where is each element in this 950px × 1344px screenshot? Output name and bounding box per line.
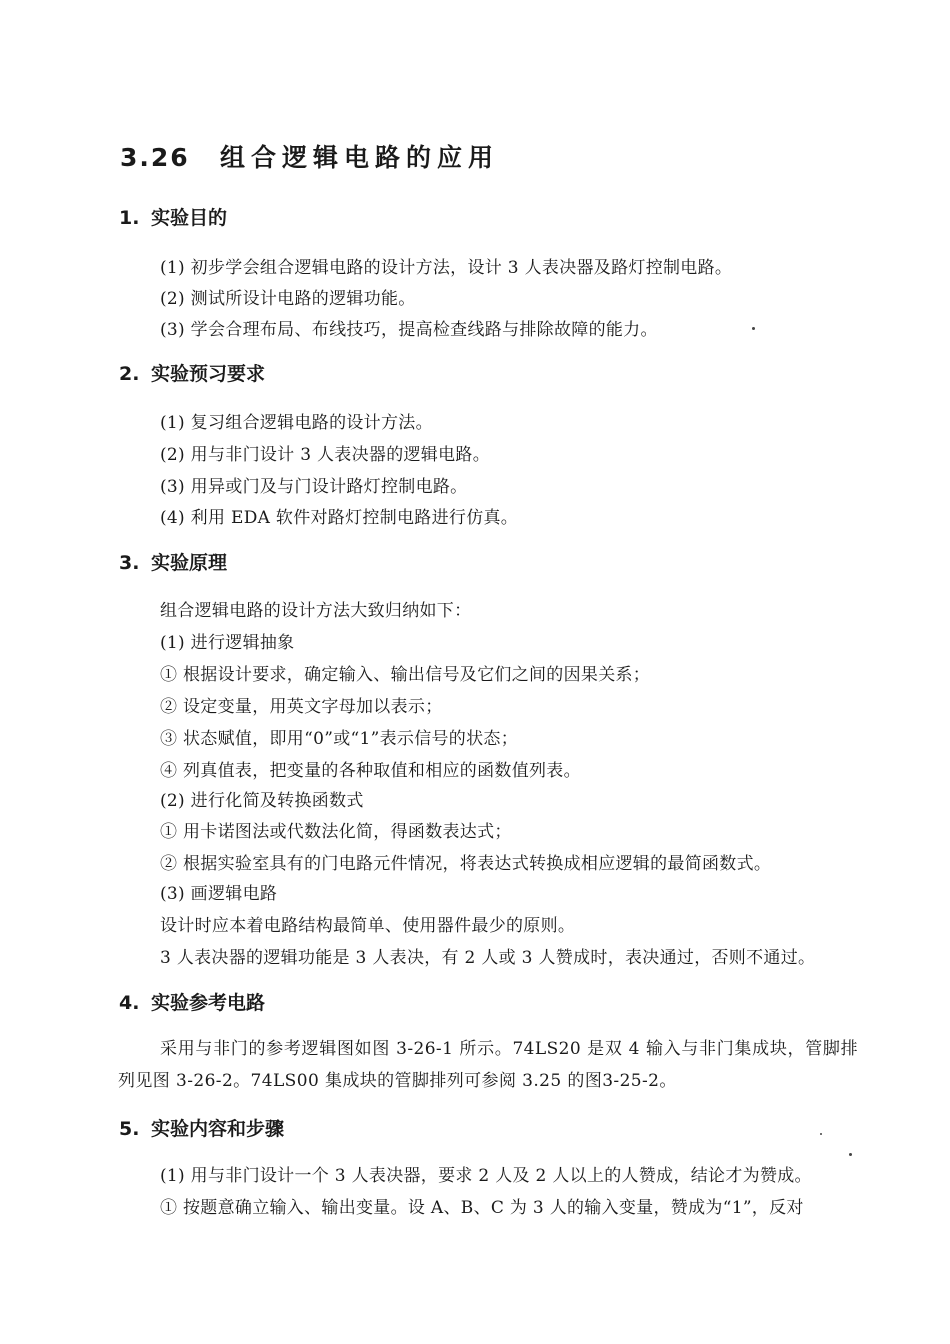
heading-preview-requirements: 2. 实验预习要求 (119, 363, 266, 385)
paragraph: 采用与非门的参考逻辑图如图 3-26-1 所示。74LS20 是双 4 输入与非门集成块，管脚排列见图 3-26-2。74LS00 集成块的管脚排列可参阅 3.25 的图3-25-2。 (118, 1039, 858, 1091)
text-line: 组合逻辑电路的设计方法大致归纳如下： (160, 601, 472, 621)
page-title (120, 138, 499, 174)
section-number: 3.26 (120, 143, 190, 172)
text-line: ② 设定变量，用英文字母加以表示； (160, 697, 443, 717)
scan-speck (849, 1153, 852, 1156)
text-line: ① 按题意确立输入、输出变量。设 A、B、C 为 3 人的输入变量，赞成为“1”，反对 (160, 1198, 804, 1218)
text-line: ③ 状态赋值，即用“0”或“1”表示信号的状态； (160, 729, 518, 749)
text-line: ① 用卡诺图法或代数法化简，得函数表达式； (160, 822, 512, 842)
text-line: 3 人表决器的逻辑功能是 3 人表决，有 2 人或 3 人赞成时，表决通过，否则不通过。 (160, 948, 816, 968)
text-line: (2) 进行化简及转换函数式 (160, 791, 364, 811)
heading-experiment-purpose: 1. 实验目的 (119, 207, 228, 229)
text-line: (1) 用与非门设计一个 3 人表决器，要求 2 人及 2 人以上的人赞成，结论才为赞成。 (160, 1166, 812, 1186)
list-item: (2) 测试所设计电路的逻辑功能。 (160, 289, 416, 309)
section-title-text: 组合逻辑电路的应用 (220, 143, 500, 172)
scan-speck (752, 327, 755, 330)
list-item: (4) 利用 EDA 软件对路灯控制电路进行仿真。 (160, 508, 519, 528)
text-line: ① 根据设计要求，确定输入、输出信号及它们之间的因果关系； (160, 665, 651, 685)
list-item: (1) 初步学会组合逻辑电路的设计方法，设计 3 人表决器及路灯控制电路。 (160, 258, 733, 278)
text-line: ④ 列真值表，把变量的各种取值和相应的函数值列表。 (160, 761, 581, 781)
list-item: (2) 用与非门设计 3 人表决器的逻辑电路。 (160, 445, 491, 465)
list-item: (1) 复习组合逻辑电路的设计方法。 (160, 413, 433, 433)
text-line: (1) 进行逻辑抽象 (160, 633, 295, 653)
list-item: (3) 学会合理布局、布线技巧，提高检查线路与排除故障的能力。 (160, 320, 658, 340)
heading-content-and-steps: 5. 实验内容和步骤 (119, 1118, 285, 1140)
heading-reference-circuit: 4. 实验参考电路 (119, 992, 266, 1014)
heading-experiment-principle: 3. 实验原理 (119, 552, 228, 574)
scan-speck (820, 1133, 822, 1135)
list-item: (3) 用异或门及与门设计路灯控制电路。 (160, 477, 468, 497)
text-line: 设计时应本着电路结构最简单、使用器件最少的原则。 (160, 916, 576, 936)
text-line: ② 根据实验室具有的门电路元件情况，将表达式转换成相应逻辑的最简函数式。 (160, 854, 772, 874)
text-line: (3) 画逻辑电路 (160, 884, 278, 904)
